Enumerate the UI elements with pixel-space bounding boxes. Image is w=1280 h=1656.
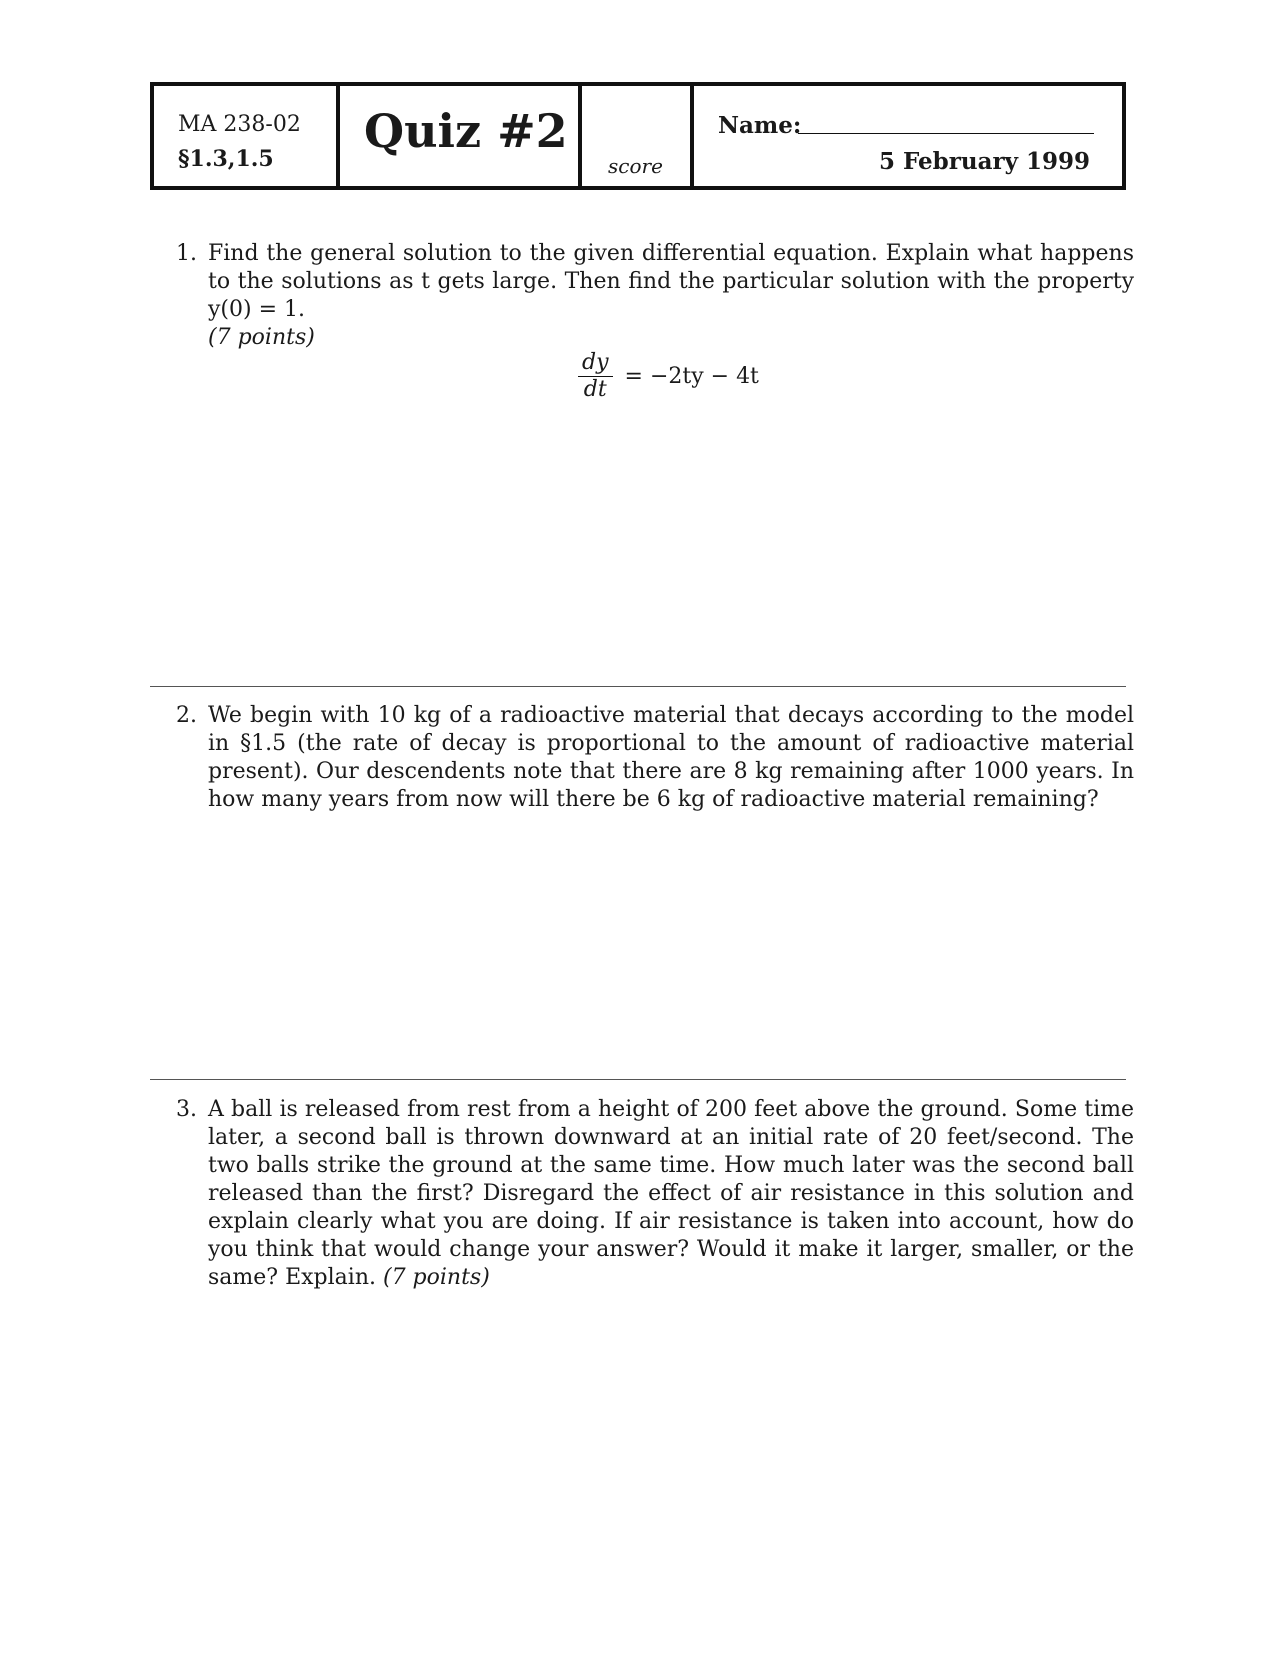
differential-equation <box>578 350 759 403</box>
question-number: 1. <box>176 241 197 266</box>
question-3 <box>176 1096 1134 1292</box>
question-text: Find the general solution to the given differential equation. Explain what happens to the solutions as t gets large. Then find the particular solution with the property y(0) = 1. <box>208 241 1134 322</box>
name-label: Name: <box>718 112 802 139</box>
question-text-block <box>208 1096 1134 1292</box>
question-number: 2. <box>176 703 197 728</box>
answer-divider <box>150 1079 1126 1080</box>
quiz-header <box>150 82 1126 190</box>
question-1 <box>176 240 1134 352</box>
equation-numerator: dy <box>578 350 613 377</box>
question-2 <box>176 702 1134 814</box>
title-cell <box>340 86 582 186</box>
question-text-block <box>208 240 1134 352</box>
quiz-date: 5 February 1999 <box>878 148 1090 175</box>
derivative-fraction <box>578 350 613 403</box>
question-points: (7 points) <box>382 1265 490 1290</box>
course-code: MA 238-02 <box>178 112 301 137</box>
name-cell <box>694 86 1122 186</box>
answer-divider <box>150 686 1126 687</box>
score-cell <box>582 86 694 186</box>
score-label: score <box>608 154 663 178</box>
question-text: We begin with 10 kg of a radioactive material that decays according to the model in §1.5 (the rate of decay is proportional to the amount of radioactive material present). Our descendents note that there are 8 kg remaining after 1000 years. In how many years from now will there be 6 kg of radioactive material remaining? <box>208 703 1134 812</box>
quiz-title: Quiz #2 <box>364 104 568 158</box>
question-text-block <box>208 702 1134 814</box>
question-text: A ball is released from rest from a height of 200 feet above the ground. Some time later, a second ball is thrown downward at an initial rate of 20 feet/second. The two balls strike the ground at the same time. How much later was the second ball released than the first? Disregard the effect of air resistance in this solution and explain clearly what you are doing. If air resistance is taken into account, how do you think that would change your answer? Would it make it larger, smaller, or the same? Explain. <box>208 1097 1134 1290</box>
question-points: (7 points) <box>208 325 315 350</box>
name-line <box>798 133 1094 134</box>
course-cell <box>154 86 340 186</box>
sections-covered: §1.3,1.5 <box>178 146 274 172</box>
question-number: 3. <box>176 1097 197 1122</box>
equation-rhs: = −2ty − 4t <box>624 364 759 389</box>
equation-denominator: dt <box>583 377 607 402</box>
